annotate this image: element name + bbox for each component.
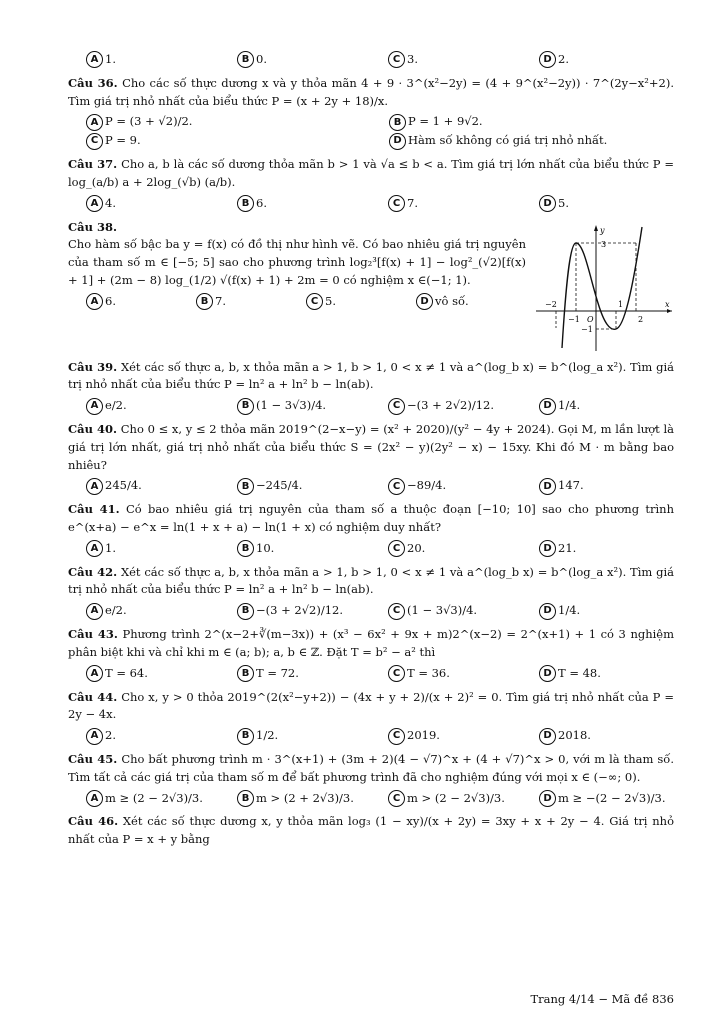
option-letter: C <box>86 133 103 150</box>
option-text: −245/4. <box>256 478 303 493</box>
option-text: P = (3 + √2)/2. <box>105 114 193 129</box>
question-stem: Cho 0 ≤ x, y ≤ 2 thỏa mãn 2019^(2−x−y) = (x² + 2020)/(y² − 4y + 2024). Gọi M, m lần lượt là giá trị lớn nhất, giá trị nhỏ nhất của biểu thức S = (2x² − y)(2y² − x) − 15xy. Khi đó M · m bằng bao nhiêu? <box>68 421 674 472</box>
option-d[interactable] <box>521 540 672 558</box>
question-stem: Phương trình 2^(x−2+∛(m−3x)) + (x³ − 6x² + 9x + m)2^(x−2) = 2^(x+1) + 1 có 3 nghiệm phân biệt khi và chỉ khi m ∈ (a; b); a, b ∈ ℤ. Đặt T = b² − a² thì <box>68 627 675 659</box>
option-letter: D <box>539 478 556 495</box>
question-stem: Xét các số thực a, b, x thỏa mãn a > 1, b > 1, 0 < x ≠ 1 và a^(log_b x) = b^(log_a x²). Tìm giá trị nhỏ nhất của biểu thức P = ln² a + ln² b − ln(ab). <box>68 359 674 392</box>
option-letter: B <box>237 540 254 557</box>
option-b[interactable] <box>219 477 370 495</box>
option-c[interactable] <box>370 540 521 558</box>
option-text: m > (2 − 2√3)/3. <box>407 790 505 805</box>
option-letter: A <box>86 478 103 495</box>
option-letter: C <box>388 51 405 68</box>
option-c[interactable] <box>288 293 398 311</box>
option-c[interactable] <box>370 602 521 620</box>
option-letter: A <box>86 665 103 682</box>
option-letter: D <box>539 540 556 557</box>
option-c[interactable] <box>370 477 521 495</box>
option-text: 2018. <box>558 728 591 743</box>
option-b[interactable] <box>219 602 370 620</box>
y-label: y <box>600 225 605 235</box>
option-letter: D <box>539 398 556 415</box>
option-b[interactable] <box>219 397 370 415</box>
option-letter: D <box>539 603 556 620</box>
option-letter: C <box>388 398 405 415</box>
option-a[interactable] <box>68 293 178 311</box>
option-text: P = 1 + 9√2. <box>408 114 483 129</box>
option-text: 4. <box>105 195 116 210</box>
option-text: 3. <box>407 52 418 66</box>
option-b[interactable] <box>371 113 674 131</box>
option-c[interactable] <box>370 397 521 415</box>
option-letter: C <box>306 293 323 310</box>
question-stem: Xét các số thực dương x, y thỏa mãn log₃ (1 − xy)/(x + 2y) = 3xy + x + 2y − 4. Giá trị nhỏ nhất của P = x + y bằng <box>68 814 674 847</box>
option-letter: C <box>388 540 405 557</box>
option-text: 147. <box>558 478 584 493</box>
option-c[interactable] <box>370 665 521 683</box>
tick-label-neg1-x: −1 <box>568 314 580 324</box>
option-letter: C <box>388 603 405 620</box>
option-text: (1 − 3√3)/4. <box>256 398 327 413</box>
option-b[interactable] <box>219 195 370 213</box>
option-text: 1. <box>105 540 116 555</box>
options <box>68 194 674 213</box>
option-b[interactable] <box>219 51 370 69</box>
x-axis-arrow <box>667 309 672 313</box>
question-stem: Xét các số thực a, b, x thỏa mãn a > 1, b > 1, 0 < x ≠ 1 và a^(log_b x) = b^(log_a x²). Tìm giá trị nhỏ nhất của biểu thức P = ln² a + ln² b − ln(ab). <box>68 564 674 597</box>
option-letter: A <box>86 293 103 310</box>
option-text: 7. <box>215 293 226 308</box>
option-d[interactable] <box>521 790 672 808</box>
question-number: Câu 42. <box>68 564 118 579</box>
options <box>68 112 674 150</box>
option-text: 21. <box>558 540 577 555</box>
option-text: 2. <box>558 52 569 66</box>
question-number: Câu 36. <box>68 75 118 90</box>
option-text: (1 − 3√3)/4. <box>407 603 478 618</box>
option-d[interactable] <box>398 293 518 311</box>
option-d[interactable] <box>521 397 672 415</box>
option-letter: B <box>196 293 213 310</box>
exam-page <box>68 48 674 849</box>
option-letter: B <box>237 665 254 682</box>
option-c[interactable] <box>370 727 521 745</box>
option-text: T = 48. <box>558 665 601 680</box>
tick-label-3: 3 <box>601 239 607 249</box>
option-letter: D <box>539 195 556 212</box>
tick-label-1: 1 <box>618 299 624 309</box>
option-text: 1/4. <box>558 603 581 618</box>
option-text: 5. <box>558 195 569 210</box>
option-letter: C <box>388 728 405 745</box>
option-letter: C <box>388 790 405 807</box>
option-letter: D <box>539 51 556 68</box>
option-text: e/2. <box>105 398 127 413</box>
option-text: 20. <box>407 540 426 555</box>
question-stem: Cho bất phương trình m · 3^(x+1) + (3m + 2)(4 − √7)^x + (4 + √7)^x > 0, với m là tham số. Tìm tất cả các giá trị của tham số m để bất phương trình đã cho nghiệm đúng với mọi x ∈ (−∞; 0). <box>68 751 674 784</box>
question-number: Câu 38. <box>68 219 117 234</box>
option-text: T = 64. <box>105 665 148 680</box>
question-number: Câu 44. <box>68 689 118 704</box>
option-letter: A <box>86 728 103 745</box>
page-footer: Trang 4/14 − Mã đề 836 <box>530 992 674 1006</box>
option-a[interactable] <box>68 602 219 620</box>
option-letter: A <box>86 51 103 68</box>
option-a[interactable] <box>68 540 219 558</box>
option-text: −89/4. <box>407 478 447 493</box>
option-c[interactable] <box>370 790 521 808</box>
option-text: 10. <box>256 540 275 555</box>
tick-label-neg1-y: −1 <box>581 324 593 334</box>
question-46 <box>68 813 674 849</box>
option-text: 6. <box>105 293 116 308</box>
question-41 <box>68 501 674 557</box>
option-letter: A <box>86 195 103 212</box>
option-letter: B <box>237 790 254 807</box>
option-text: −(3 + 2√2)/12. <box>256 603 343 618</box>
options <box>68 664 674 683</box>
option-d[interactable] <box>521 602 672 620</box>
option-d[interactable] <box>521 51 672 69</box>
question-38 <box>68 219 674 353</box>
option-text: m ≥ −(2 − 2√3)/3. <box>558 790 666 805</box>
option-letter: D <box>539 728 556 745</box>
option-letter: B <box>237 478 254 495</box>
option-d[interactable] <box>521 727 672 745</box>
option-text: 1/4. <box>558 398 581 413</box>
question-number: Câu 45. <box>68 751 118 766</box>
question-42 <box>68 564 674 620</box>
option-b[interactable] <box>219 790 370 808</box>
options <box>68 601 674 620</box>
option-a[interactable] <box>68 727 219 745</box>
option-letter: A <box>86 398 103 415</box>
option-letter: A <box>86 114 103 131</box>
option-c[interactable] <box>370 195 521 213</box>
question-stem: Cho x, y > 0 thỏa 2019^(2(x²−y+2)) − (4x + y + 2)/(x + 2)² = 0. Tìm giá trị nhỏ nhất của P = 2y − 4x. <box>68 689 674 722</box>
question-number: Câu 41. <box>68 502 120 517</box>
options <box>68 396 674 415</box>
option-letter: B <box>237 728 254 745</box>
option-text: Hàm số không có giá trị nhỏ nhất. <box>408 133 608 148</box>
question-36 <box>68 75 674 150</box>
option-c[interactable] <box>370 51 521 69</box>
option-letter: A <box>86 540 103 557</box>
options <box>68 789 674 808</box>
question-stem: Cho hàm số bậc ba y = f(x) có đồ thị như hình vẽ. Có bao nhiêu giá trị nguyên của tham số m ∈ [−5; 5] sao cho phương trình log₂³[f(x) + 1] − log²_(√2)[f(x) + 1] + (2m − 8) log_(1/2) √(f(x) + 1) + 2m = 0 có nghiệm x ∈(−1; 1). <box>68 237 526 287</box>
option-letter: B <box>237 195 254 212</box>
option-letter: C <box>388 665 405 682</box>
question-number: Câu 40. <box>68 421 118 436</box>
option-letter: D <box>539 790 556 807</box>
question-number: Câu 46. <box>68 814 119 829</box>
option-letter: B <box>237 51 254 68</box>
option-letter: C <box>388 478 405 495</box>
origin-label: O <box>587 314 594 324</box>
option-text: −(3 + 2√2)/12. <box>407 398 494 413</box>
function-graph <box>534 223 674 353</box>
option-b[interactable] <box>219 727 370 745</box>
option-letter: B <box>237 603 254 620</box>
option-a[interactable] <box>68 195 219 213</box>
question-number: Câu 43. <box>68 627 118 642</box>
question-stem: Có bao nhiêu giá trị nguyên của tham số a thuộc đoạn [−10; 10] sao cho phương trình e^(x+a) − e^x = ln(1 + x + a) − ln(1 + x) có nghiệm duy nhất? <box>68 502 674 534</box>
x-label: x <box>665 299 670 309</box>
option-letter: A <box>86 790 103 807</box>
option-letter: D <box>389 133 406 150</box>
option-letter: B <box>237 398 254 415</box>
question-number: Câu 39. <box>68 359 118 374</box>
option-a[interactable] <box>68 51 219 69</box>
option-b[interactable] <box>219 540 370 558</box>
options <box>68 292 526 311</box>
option-a[interactable] <box>68 665 219 683</box>
option-d[interactable] <box>521 477 672 495</box>
options <box>68 539 674 558</box>
question-stem: Cho a, b là các số dương thỏa mãn b > 1 và √a ≤ b < a. Tìm giá trị lớn nhất của biểu thức P = log_(a/b) a + 2log_(√b) (a/b). <box>68 157 675 189</box>
option-letter: C <box>388 195 405 212</box>
question-40 <box>68 421 674 495</box>
option-letter: B <box>389 114 406 131</box>
question-number: Câu 37. <box>68 157 118 172</box>
option-text: vô số. <box>435 293 469 308</box>
option-d[interactable] <box>371 132 674 150</box>
option-text: 245/4. <box>105 478 142 493</box>
option-b[interactable] <box>219 665 370 683</box>
option-text: 2019. <box>407 728 440 743</box>
question-43 <box>68 626 674 682</box>
option-text: 6. <box>256 195 267 210</box>
question-37 <box>68 156 674 212</box>
tick-label-2: 2 <box>638 314 644 324</box>
option-text: 0. <box>256 52 267 66</box>
option-text: 1. <box>105 52 116 66</box>
option-d[interactable] <box>521 665 672 683</box>
option-text: 2. <box>105 728 116 743</box>
option-text: e/2. <box>105 603 127 618</box>
question-39 <box>68 359 674 415</box>
prev-question-options <box>68 50 674 69</box>
option-text: T = 36. <box>407 665 450 680</box>
option-a[interactable] <box>68 790 219 808</box>
option-letter: D <box>539 665 556 682</box>
option-a[interactable] <box>68 113 371 131</box>
option-text: T = 72. <box>256 665 299 680</box>
option-text: 5. <box>325 293 336 308</box>
question-44 <box>68 689 674 745</box>
option-letter: A <box>86 603 103 620</box>
option-text: m > (2 + 2√3)/3. <box>256 790 354 805</box>
option-text: 1/2. <box>256 728 279 743</box>
tick-label-neg2: −2 <box>545 299 557 309</box>
option-d[interactable] <box>521 195 672 213</box>
option-c[interactable] <box>68 132 371 150</box>
question-45 <box>68 751 674 807</box>
options <box>68 476 674 495</box>
question-stem: Cho các số thực dương x và y thỏa mãn 4 + 9 · 3^(x²−2y) = (4 + 9^(x²−2y)) · 7^(2y−x²+2). Tìm giá trị nhỏ nhất của biểu thức P = (x + 2y + 18)/x. <box>68 75 674 108</box>
options <box>68 726 674 745</box>
option-text: 7. <box>407 195 418 210</box>
option-letter: D <box>416 293 433 310</box>
option-b[interactable] <box>178 293 288 311</box>
option-text: m ≥ (2 − 2√3)/3. <box>105 790 203 805</box>
option-text: P = 9. <box>105 133 141 148</box>
y-axis-arrow <box>594 225 598 231</box>
option-a[interactable] <box>68 397 219 415</box>
option-a[interactable] <box>68 477 219 495</box>
